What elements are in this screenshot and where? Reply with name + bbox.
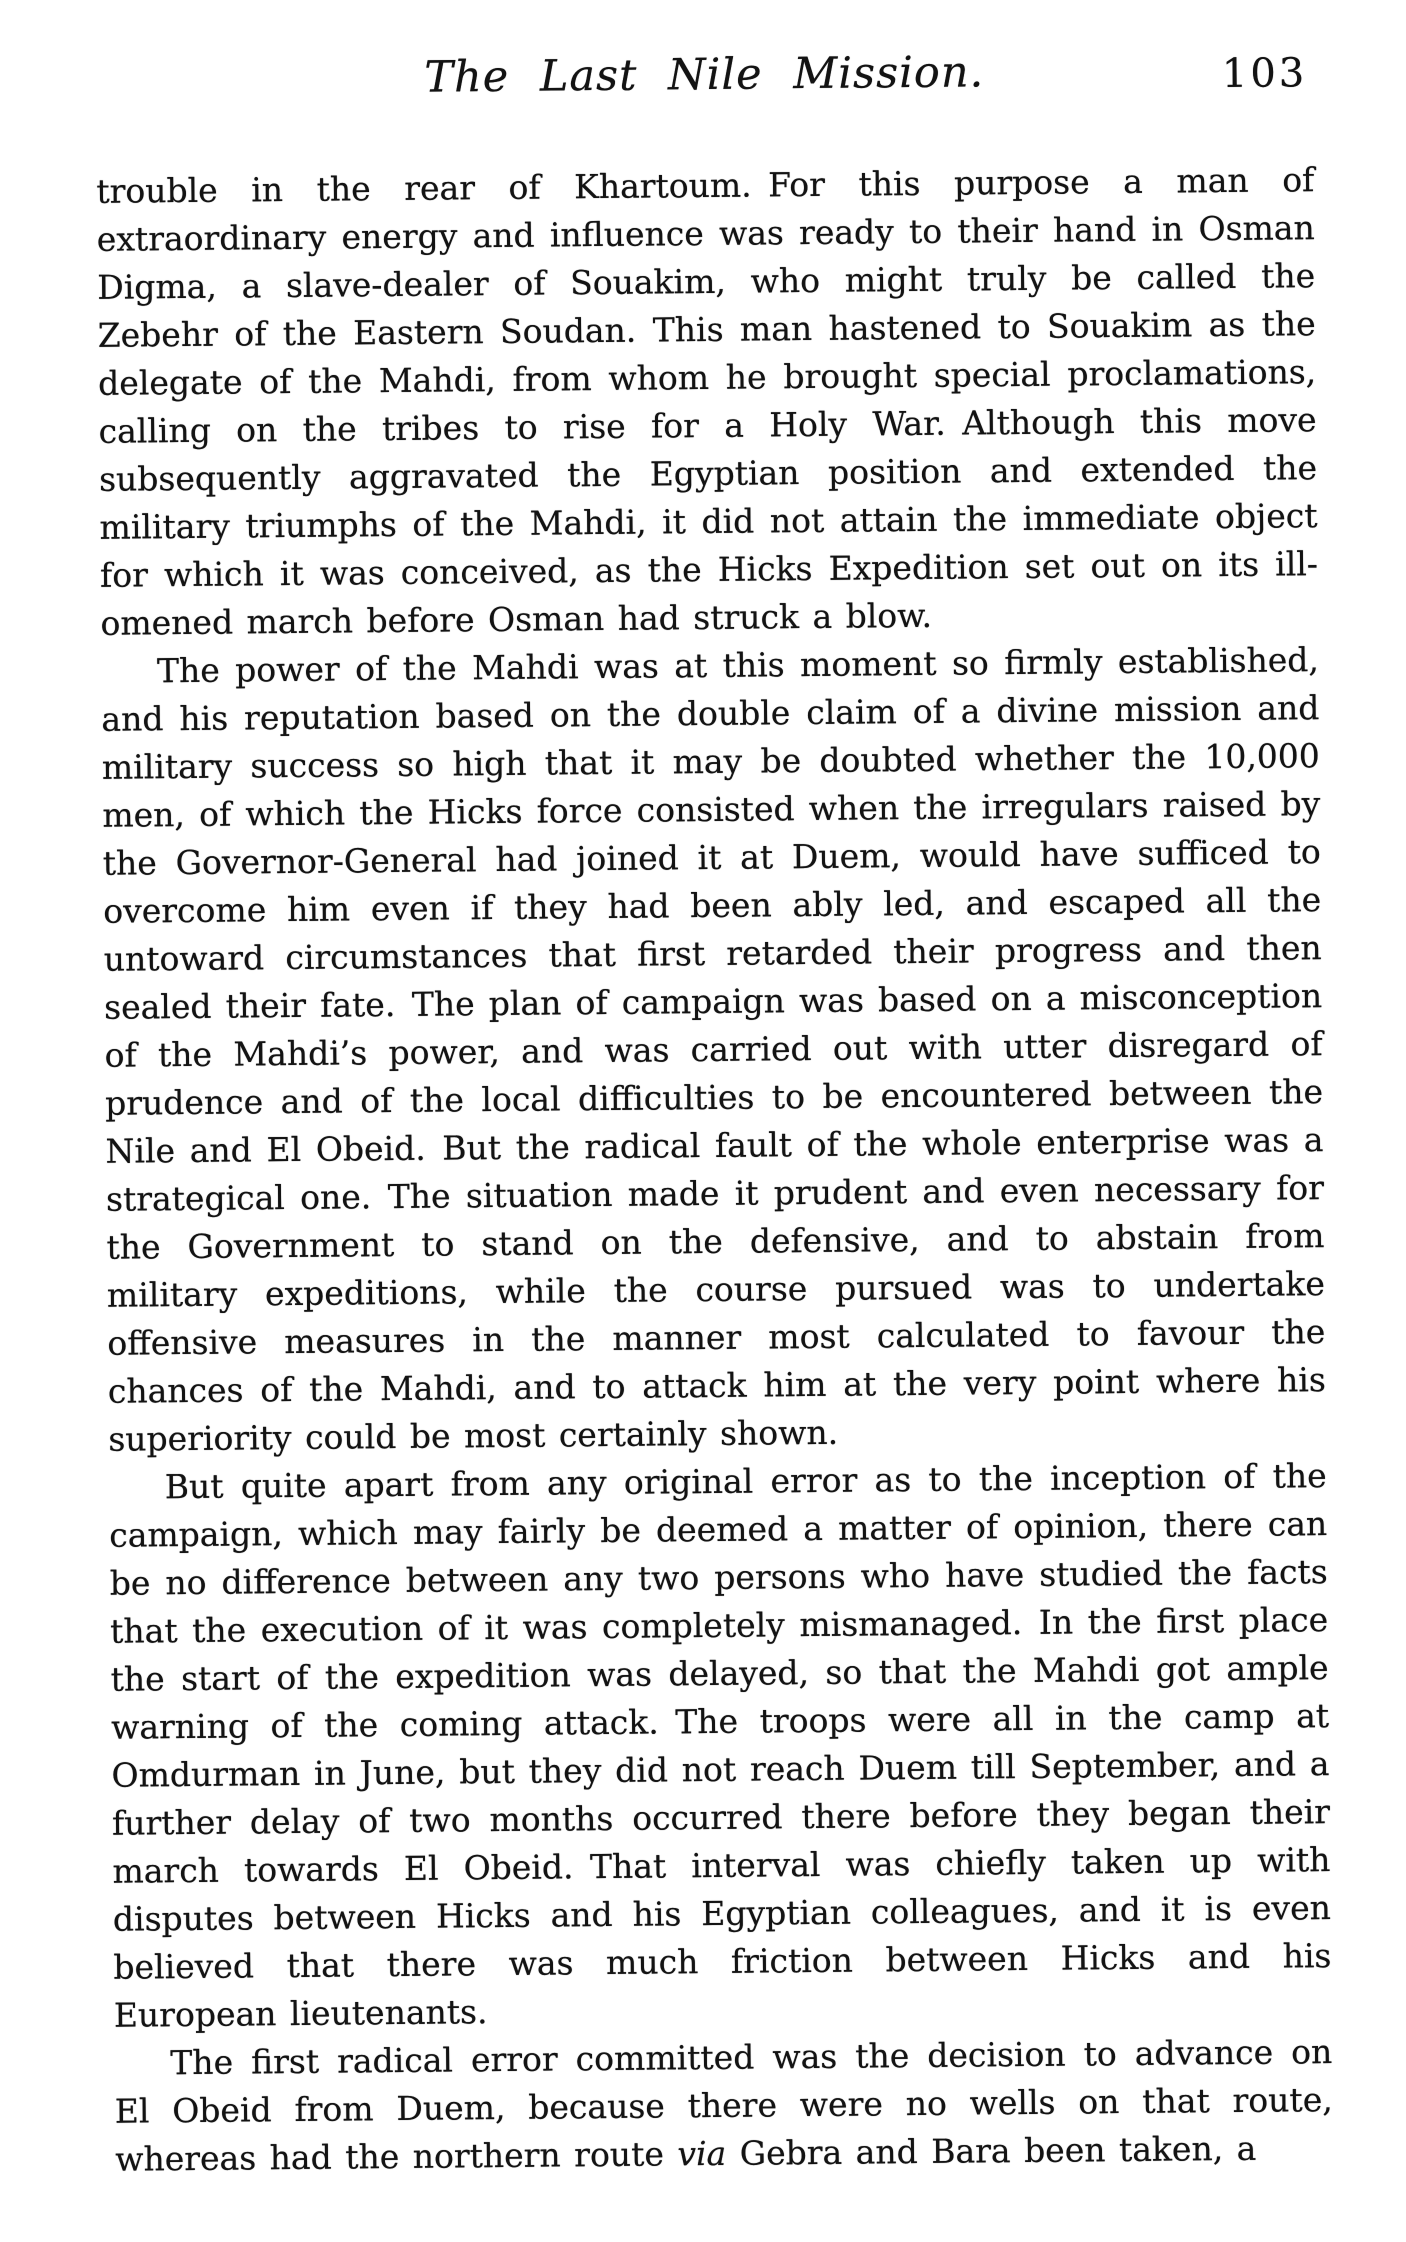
text-segment: The first radical error committed was the decision to advance on El Obeid from Duem, because there were no wells on that route, whereas had the northern route (114, 2032, 1333, 2179)
text-segment: Gebra and Bara been taken, a (726, 2128, 1257, 2173)
page-scan (95, 42, 1333, 2184)
page-body (96, 156, 1333, 2184)
page-number: 103 (1221, 50, 1308, 98)
text-segment: trouble in the rear of Khartoum. For this purpose a man of extraordinary energy and influence was ready to their hand in Osman Digma, a slave-dealer of Souakim, who might truly be called the Zebehr of the Eastern Soudan. This man hastened to Souakim as the delegate of the Mahdi, from whom he brought special proclamations, calling on the tribes to rise for a Holy War. Although this move subsequently aggravated the Egyptian position and extended the military triumphs of the Mahdi, it did not attain the immediate object for which it was conceived, as the Hicks Expedition set out on its ill-omened march before Osman had struck a blow. (96, 160, 1319, 643)
text-segment: But quite apart from any original error as to the inception of the campaign, which may fairly be deemed a matter of opinion, there can be no difference between any two persons who have studied the facts that the execution of it was completely mismanaged. In the first place the start of the expedition was delayed, so that the Mahdi got ample warning of the coming attack. The troops were all in the camp at Omdurman in June, but they did not reach Duem till September, and a further delay of two months occurred there before they began their march towards El Obeid. That interval was chiefly taken up with disputes between Hicks and his Egyptian colleagues, and it is even believed that there was much friction between Hicks and his European lieutenants. (109, 1456, 1332, 2035)
paragraph (109, 1452, 1332, 2040)
italic-text: via (677, 2133, 727, 2174)
page-header (95, 42, 1314, 128)
paragraph (101, 636, 1327, 1464)
paragraph (114, 2028, 1333, 2184)
text-segment: The power of the Mahdi was at this moment so firmly established, and his reputation based on the double claim of a divine mission and military success so high that it may be doubted whether the 10,000 men, of which the Hicks force consisted when the irregulars raised by the Governor-General had joined it at Duem, would have sufficed to overcome him even if they had been ably led, and escaped all the untoward circumstances that first retarded their progress and then sealed their fate. The plan of campaign was based on a misconception of the Mahdi’s power, and was carried out with utter disregard of prudence and of the local difficulties to be encountered between the Nile and El Obeid. But the radical fault of the whole enterprise was a strategical one. The situation made it prudent and even necessary for the Government to stand on the defensive, and to abstain from military expeditions, while the course pursued was to undertake offensive measures in the manner most calculated to favour the chances of the Mahdi, and to attack him at the very point where his superiority could be most certainly shown. (101, 640, 1326, 1459)
running-title: The Last Nile Mission. (424, 47, 985, 103)
paragraph (96, 156, 1319, 648)
